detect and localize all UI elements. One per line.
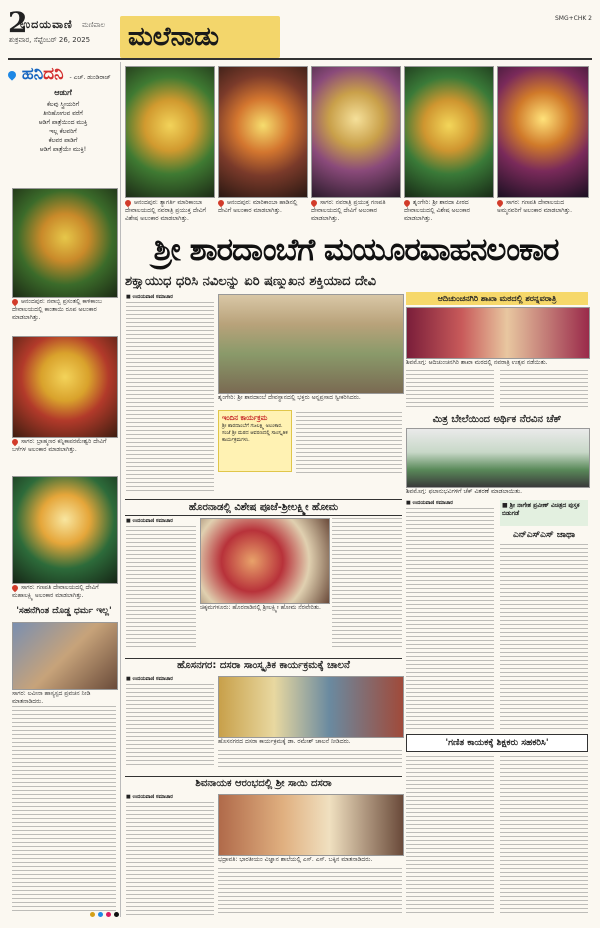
page-number: 2 <box>8 6 28 39</box>
hosanagara-headline: ಹೊಸನಗರ: ದಸರಾ ಸಾಂಸ್ಕೃತಿಕ ಕಾರ್ಯಕ್ರಮಕ್ಕೆ ಚಾಲನೆ <box>125 658 402 673</box>
honey-heading: ಆಡುಗೆ <box>54 88 72 97</box>
top-photo-5 <box>497 66 589 198</box>
header-rule <box>8 58 592 60</box>
hosanagara-body-2 <box>218 750 402 770</box>
horanadu-kicker: ■ ಉದಯವಾಣಿ ಸಮಾಚಾರ <box>126 518 173 524</box>
top-photo-1 <box>125 66 215 198</box>
honey-column <box>8 64 118 184</box>
honey-poem <box>8 100 118 154</box>
location-pin-icon <box>11 437 19 445</box>
shivanayaka-kicker: ■ ಉದಯವಾಣಿ ಸಮಾಚಾರ <box>126 794 173 800</box>
mitra-photo <box>406 428 590 488</box>
horanadu-body <box>126 526 196 648</box>
honey-author: - ಎಚ್. ಡುಂಡಿರಾಜ್ <box>69 74 111 81</box>
book-release-note: ■ ಶ್ರೀ ನಾಗೇಶ ಪ್ರವೀಣ್ ವಿಚಿತ್ರದ ಪುಸ್ತಕ ಬಿಡುಗಡೆ <box>500 500 588 526</box>
location-pin-icon <box>11 583 19 591</box>
paper-name: ಉದಯವಾಣಿ <box>20 18 73 31</box>
hosanagara-kicker: ■ ಉದಯವಾಣಿ ಸಮಾಚಾರ <box>126 676 173 682</box>
shivanayaka-photo <box>218 794 404 856</box>
location-pin-icon <box>217 198 225 206</box>
shivanayaka-body-2 <box>218 868 402 916</box>
left-photo-2 <box>12 336 118 438</box>
honey-logo <box>8 64 118 84</box>
top-photo-4 <box>404 66 494 198</box>
shivanayaka-body <box>126 802 214 916</box>
honey-title-2: ದನಿ <box>43 64 64 84</box>
location-pin-icon <box>310 198 318 206</box>
left-caption-3: ಸಾಗರ: ಗಣಪತಿ ದೇವಾಲಯದಲ್ಲಿ ದೇವಿಗೆ ಮಹಾಲಕ್ಷ್ಮಿ ಅಲಂಕಾರ ಮಾಡಲಾಗಿತ್ತು. <box>12 584 99 599</box>
honey-title: ಹನಿ <box>21 64 44 84</box>
hosanagara-caption: ಹೊಸನಗರದ ದಸರಾ ಕಾರ್ಯಕ್ರಮಕ್ಕೆ ಡಾ. ರಮೇಶ್ ಚಾಲನೆ ನೀಡಿದರು. <box>218 738 351 745</box>
registration-dot <box>98 912 103 917</box>
right-story-kicker: ■ ಉದಯವಾಣಿ ಸಮಾಚಾರ <box>406 500 453 506</box>
left-photo-1 <box>12 188 118 298</box>
hosanagara-photo <box>218 676 404 738</box>
poem-line: ಕೆಲವು ಸ್ತ್ರೀಯರಿಗೆ <box>46 101 80 108</box>
left-story-title: 'ಸಹನೆಗಿಂತ ದೊಡ್ಡ ಧರ್ಮ ಇಲ್ಲ' <box>16 606 112 616</box>
left-story-caption: ಸಾಗರ: ಲವೀನಾ ಹಾಸ್ಯಸ್ಪದ ಪ್ರವಚನ ನೀಡಿ ಮಾತನಾಡಿದರು. <box>12 690 91 705</box>
left-caption-1: ಆನಂದಪುರ: ನವಾಬ್ಬಿ ಪ್ರಸಂತಲ್ಲಿ ಕಾಳಿಕಾಂಬ ದೇವಾಲಯದಲ್ಲಿ ಕಾಂತಾಯಿ ರೂಪ ಅಲಂಕಾರ ಮಾಡಲಾಗಿತ್ತು. <box>12 298 102 321</box>
left-story-body <box>12 706 116 912</box>
ganapati-headline: 'ಗಣಿತ ಕಾಯಕಕ್ಕೆ ಶಿಕ್ಷಕರು ಸಹಕರಿಸಿ' <box>406 734 588 752</box>
lead-headline: ಶ್ರೀ ಶಾರದಾಂಬೆಗೆ ಮಯೂರವಾಹನಲಂಕಾರ <box>153 232 559 268</box>
registration-dot <box>114 912 119 917</box>
edition-code: SMG+CHK 2 <box>554 15 592 22</box>
shivanayaka-headline: ಶಿವನಾಯಕ ಆರಂಭದಲ್ಲಿ ಶ್ರೀ ಸಾಯಿ ದಸರಾ <box>125 776 402 791</box>
today-program-box <box>218 410 292 472</box>
right-story-body <box>406 508 494 730</box>
lead-kicker: ■ ಉದಯವಾಣಿ ಸಮಾಚಾರ <box>126 294 173 300</box>
top-caption-4: ಶೃಂಗೇರಿ: ಶ್ರೀ ಶಾರದಾ ಪೀಠದ ದೇವಾಲಯದಲ್ಲಿ ವಿಶೇಷ ಅಲಂಕಾರ ಮಾಡಲಾಗಿತ್ತು. <box>404 199 471 222</box>
poem-line: ತೀರಿಹೋಗುವ ವರೆಗೆ <box>43 110 83 117</box>
today-program-text: ಶ್ರೀ ಶಾರದಾಂಬೆಗೆ ಗಜಲಕ್ಷ್ಮಿ ಅಲಂಕಾರ. ಸಂಜೆ ಶ್ರೀ ಮಠದ ಆವರಣದಲ್ಲಿ ಸಾಂಸ್ಕೃತಿಕ ಕಾರ್ಯಕ್ರಮಗಳು. <box>222 423 288 443</box>
location-pin-icon <box>496 198 504 206</box>
horanadu-caption: ಚಿಕ್ಕಮಗಳೂರು: ಹೊರನಾಡಿನಲ್ಲಿ ಶ್ರೀಲಕ್ಷ್ಮೀ ಹೋಮ ನೆರವೇರಿತು. <box>200 604 321 611</box>
lead-photo-caption: ಶೃಂಗೇರಿ: ಶ್ರೀ ಶಾರದಾಂಬೆ ದೇವಸ್ಥಾನದಲ್ಲಿ ಭಕ್ತರು ಅನ್ನಪ್ರಸಾದ ಸ್ವೀಕರಿಸಿದರು. <box>218 394 361 401</box>
horanadu-body-2 <box>332 518 402 648</box>
poem-line: ಆಡಿಗೆ ಪಾತ್ರೆಯಿಂದ ಮುಕ್ತಿ <box>38 119 88 126</box>
ganapati-body-2 <box>500 756 588 916</box>
registration-dot <box>106 912 111 917</box>
adichunchanagiri-caption: ಶಿವಮೊಗ್ಗ: ಆದಿಚುಂಚನಗಿರಿ ಶಾಖಾ ಮಠದಲ್ಲಿ ನವರಾತ್ರಿ ಉತ್ಸವ ನಡೆಯಿತು. <box>406 359 548 366</box>
location-pin-icon <box>11 297 19 305</box>
top-caption-3: ಸಾಗರ: ನವರಾತ್ರಿ ಪ್ರಯುಕ್ತ ಗಣಪತಿ ದೇವಾಲಯದಲ್ಲಿ ದೇವಿಗೆ ಅಲಂಕಾರ ಮಾಡಲಾಗಿತ್ತು. <box>311 199 386 222</box>
horanadu-headline: ಹೊರನಾಡಲ್ಲಿ ವಿಶೇಷ ಪೂಜೆ-ಶ್ರೀಲಕ್ಷ್ಮೀ ಹೋಮ <box>125 499 402 516</box>
location-pin-icon <box>124 198 132 206</box>
top-photo-3 <box>311 66 401 198</box>
poem-line: ಕೆಲವರ ಪಾಡಿಗೆ <box>48 137 78 144</box>
location-pin-icon <box>403 198 411 206</box>
poem-line: ಆಡಿಗೆ ಪಾತ್ರೆಯೇ ಮುಕ್ತಿ! <box>39 146 87 153</box>
adichunchanagiri-photo <box>406 307 590 359</box>
mitra-caption: ಶಿವಮೊಗ್ಗ: ಫಲಾನುಭವಿಗಳಿಗೆ ಚೆಕ್ ವಿತರಣೆ ಮಾಡಲಾಯಿತು. <box>406 488 523 495</box>
top-caption-1: ಆನಂದಪುರ: ತ್ಯಾಗರ್ತಿ ಮಾರಿಕಾಂಬಾ ದೇವಾಲಯದಲ್ಲಿ ನವರಾತ್ರಿ ಪ್ರಯುಕ್ತ ದೇವಿಗೆ ವಿಶೇಷ ಅಲಂಕಾರ ಮಾಡಲಾಗಿತ್ತು. <box>125 199 207 222</box>
adichunchanagiri-banner: ಆದಿಚುಂಚನಗಿರಿ ಶಾಖಾ ಮಠದಲ್ಲಿ ಶರನ್ನವರಾತ್ರಿ <box>406 292 588 305</box>
mitra-headline: ಮಿತ್ರ ಬೇಲೆಯಿಂದ ಅರ್ಥಿಕ ನೆರವಿನ ಚೆಕ್ <box>432 414 562 425</box>
publication-date: ಶುಕ್ರವಾರ, ಸೆಪ್ಟೆಂಬರ್ 26, 2025 <box>9 36 91 44</box>
shivanayaka-caption: ಭದ್ರಾವತಿ: ಭಾರತೀಯಂ ವಿಜ್ಞಾನ ಶಾಲೆಯಲ್ಲಿ ಎಸ್. ಎಸ್. ಬಕ್ಕಿನ ಮಾತನಾಡಿದರು. <box>218 856 373 863</box>
lead-photo <box>218 294 404 394</box>
section-title: ಮಲೆನಾಡು <box>128 22 220 52</box>
right-top-body-2 <box>500 370 588 410</box>
drop-icon <box>6 69 17 80</box>
edition-city: ಮಣಿಪಾಲ <box>82 21 106 29</box>
horanadu-photo <box>200 518 330 604</box>
top-photo-2 <box>218 66 308 198</box>
section-masthead <box>120 16 280 58</box>
ganapati-body-1 <box>406 756 494 916</box>
top-caption-5: ಸಾಗರ: ಗಣಪತಿ ದೇವಾಲಯದ ಅಮ್ಮನವರಿಗೆ ಅಲಂಕಾರ ಮಾಡಲಾಗಿತ್ತು. <box>497 199 573 214</box>
nss-jatha-title: ಎನ್ಎಸ್ಎಸ್ ಜಾಥಾ <box>513 530 575 540</box>
lead-subhead: ಶಕ್ತ್ಯಾಯುಧ ಧರಿಸಿ ನವಿಲನ್ನು ಏರಿ ಷಣ್ಮುಖನ ಶಕ್ತಿಯಾದ ದೇವಿ <box>125 274 377 289</box>
nss-jatha-body <box>500 544 588 730</box>
today-program-title: ಇಂದಿನ ಕಾರ್ಯಕ್ರಮ <box>222 414 268 422</box>
lead-body-col-2 <box>296 412 402 476</box>
column-rule <box>120 62 121 917</box>
lead-body-col-1 <box>126 302 214 494</box>
hosanagara-body <box>126 684 214 768</box>
top-caption-2: ಆನಂದಪುರ: ಮಾರಿಕಾಂಬಾ ಹಾಡಿನಲ್ಲಿ ದೇವಿಗೆ ಅಲಂಕಾರ ಮಾಡಲಾಗಿತ್ತು. <box>218 199 298 214</box>
left-photo-3 <box>12 476 118 584</box>
right-top-body-1 <box>406 370 494 410</box>
left-story-photo <box>12 622 118 690</box>
registration-dot <box>90 912 95 917</box>
poem-line: ಇಲ್ಲ ಕೆಲವರಿಗೆ <box>49 128 77 135</box>
left-caption-2: ಸಾಗರ: ಬ್ರಾಹ್ಮಣರ ಕನ್ನಿಕಾಪರಮೇಶ್ವರಿ ದೇವಿಗೆ ಬಳೆಗಳ ಅಲಂಕಾರ ಮಾಡಲಾಗಿತ್ತು. <box>12 438 107 453</box>
